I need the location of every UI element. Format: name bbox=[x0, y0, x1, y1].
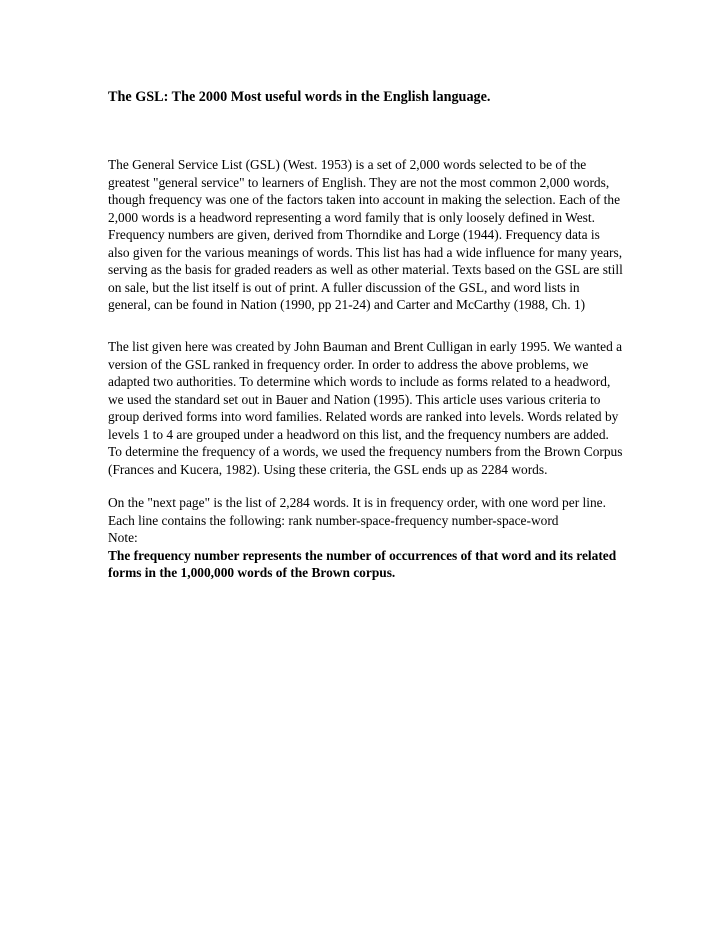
document-title: The GSL: The 2000 Most useful words in the English language. bbox=[108, 89, 491, 105]
list-description-text: On the "next page" is the list of 2,284 words. It is in frequency order, with one word per line. Each line contains the following: rank number-space-frequency number-space-word bbox=[108, 495, 606, 528]
paragraph-intro: The General Service List (GSL) (West. 1953) is a set of 2,000 words selected to be of the greatest "general service" to learners of English. They are not the most common 2,000 words, though frequency was one of the factors taken into account in making the selection. Each of the 2,000 words is a headword representing a word family that is only loosely defined in West. Frequency numbers are given, derived from Thorndike and Lorge (1944). Frequency data is also given for the various meanings of words. This list has had a wide influence for many years, serving as the basis for graded readers as well as other material. Texts based on the GSL are still on sale, but the list itself is out of print. A fuller discussion of the GSL, and word lists in general, can be found in Nation (1990, pp 21-24) and Carter and McCarthy (1988, Ch. 1) bbox=[108, 157, 623, 312]
note-bold-text: The frequency number represents the number of occurrences of that word and its related forms in the 1,000,000 words of the Brown corpus. bbox=[108, 547, 617, 580]
paragraph-method: The list given here was created by John Bauman and Brent Culligan in early 1995. We wanted a version of the GSL ranked in frequency order. In order to address the above problems, we adapted two authorities. To determine which words to include as forms related to a headword, we used the standard set out in Bauer and Nation (1995). This article uses various criteria to group derived forms into word families. Related words are ranked into levels. Words related by levels 1 to 4 are grouped under a headword on this list, and the frequency numbers are added. To determine the frequency of a words, we used the frequency numbers from the Brown Corpus (Frances and Kucera, 1982). Using these criteria, the GSL ends up as 2284 words. bbox=[108, 339, 623, 477]
paragraph-list-description bbox=[108, 494, 624, 582]
note-label: Note: bbox=[108, 530, 138, 545]
